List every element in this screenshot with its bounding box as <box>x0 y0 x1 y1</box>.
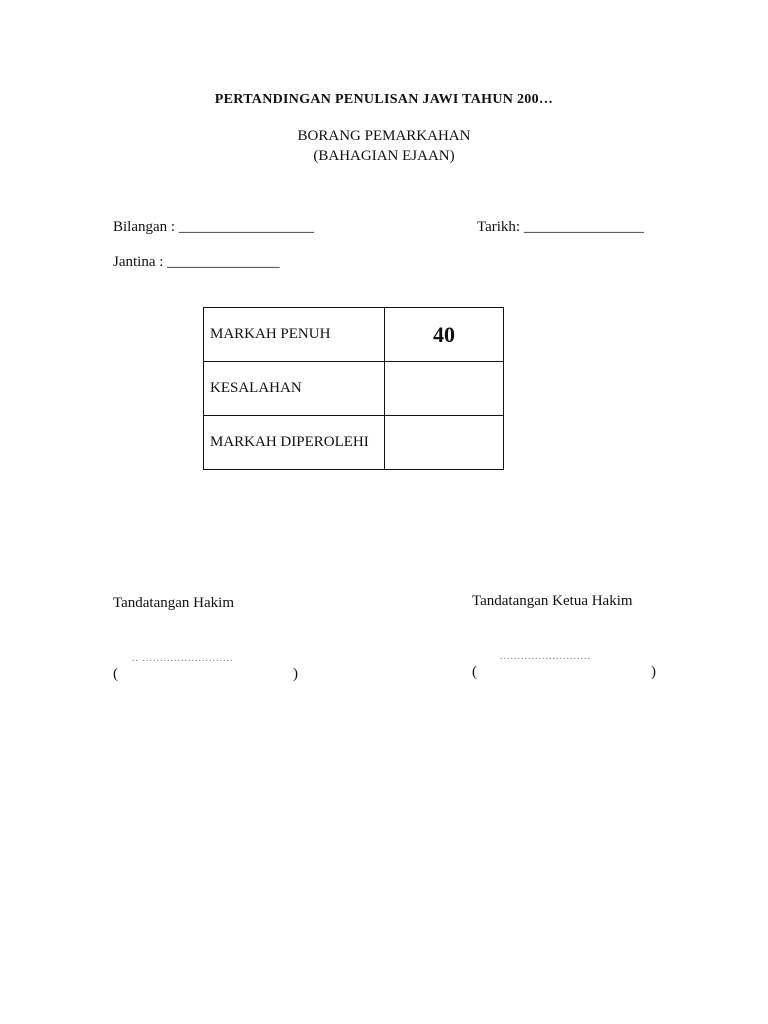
judge-name-open-paren: ( <box>113 666 118 682</box>
bilangan-field[interactable]: Bilangan : __________________ <box>113 219 314 235</box>
markah-diperolehi-value[interactable] <box>385 416 504 470</box>
chief-judge-name-open-paren: ( <box>472 664 477 680</box>
markah-diperolehi-label: MARKAH DIPEROLEHI <box>204 416 385 470</box>
markah-penuh-value: 40 <box>385 308 504 362</box>
form-subtitle: BORANG PEMARKAHAN <box>297 128 471 144</box>
judge-signature-line[interactable]: .. .......................... <box>132 653 234 664</box>
tarikh-field[interactable]: Tarikh: ________________ <box>477 219 644 235</box>
chief-judge-signature-label: Tandatangan Ketua Hakim <box>472 593 633 609</box>
table-row <box>204 416 504 470</box>
table-row <box>204 362 504 416</box>
judge-signature-label: Tandatangan Hakim <box>113 595 234 611</box>
chief-judge-signature-line[interactable]: .......................... <box>500 651 591 662</box>
table-row <box>204 308 504 362</box>
jantina-field[interactable]: Jantina : _______________ <box>113 254 280 270</box>
judge-name-close-paren: ) <box>293 666 298 682</box>
form-section: (BAHAGIAN EJAAN) <box>313 148 455 164</box>
marks-table <box>203 307 504 470</box>
kesalahan-label: KESALAHAN <box>204 362 385 416</box>
kesalahan-value[interactable] <box>385 362 504 416</box>
markah-penuh-label: MARKAH PENUH <box>204 308 385 362</box>
form-title: PERTANDINGAN PENULISAN JAWI TAHUN 200… <box>214 92 554 107</box>
chief-judge-name-close-paren: ) <box>651 664 656 680</box>
